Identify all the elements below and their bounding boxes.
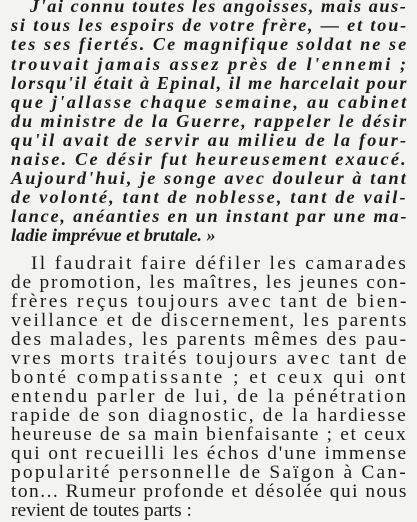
quote-line: du ministre de la Guerre, rappeler le désir [11,111,409,131]
body-line: heureuse de sa main bienfaisante ; et ceux [11,424,408,445]
body-line: revient de toutes parts : [11,500,192,521]
quote-line: lorsqu'il était à Epinal, il me harcelait pour [11,73,408,93]
body-line: frères reçus toujours avec tant de bien- [11,291,409,312]
body-line: rapide de son diagnostic, de la hardiesse [11,405,408,426]
quote-line: si tous les espoirs de votre frère, — et tou- [11,15,409,35]
body-line: Il faudrait faire défiler les camarades [31,253,409,274]
body-line: vres morts traités toujours avec tant de [11,348,409,369]
quote-line: tes ses fiertés. Ce magnifique soldat ne se [11,34,409,54]
body-line: ton... Rumeur profonde et désolée qui nous [11,481,408,502]
quote-line: ladie imprévue et brutale. » [11,225,216,245]
body-line: des malades, les parents mêmes des pau- [11,329,409,350]
quote-line: naise. Ce désir fut heureusement exaucé. [11,149,408,169]
quote-line: Aujourd'hui, je songe avec douleur à tant [11,168,408,188]
body-line: veillance et de discernement, les parents [11,310,409,331]
quote-line: trouvait jamais assez près de l'ennemi ; [11,54,409,74]
quote-line: qu'il avait de servir au milieu de la four- [11,130,409,150]
quote-line: que j'allasse chaque semaine, au cabinet [11,92,409,112]
body-line: popularité personnelle de Saïgon à Can- [11,462,408,483]
quote-line: lance, anéanties en un instant par une ma- [11,206,409,226]
body-line: entendu parler de lui, de la pénétration [11,386,409,407]
quote-line: J'ai connu toutes les angoisses, mais aus- [30,0,408,16]
body-line: bonté compatissante ; et ceux qui ont [11,367,409,388]
body-line: qui ont recueilli les échos d'une immense [11,443,408,464]
body-line: de promotion, les maîtres, les jeunes con- [11,272,408,293]
quote-line: de volonté, tant de noblesse, tant de vail- [11,187,408,207]
